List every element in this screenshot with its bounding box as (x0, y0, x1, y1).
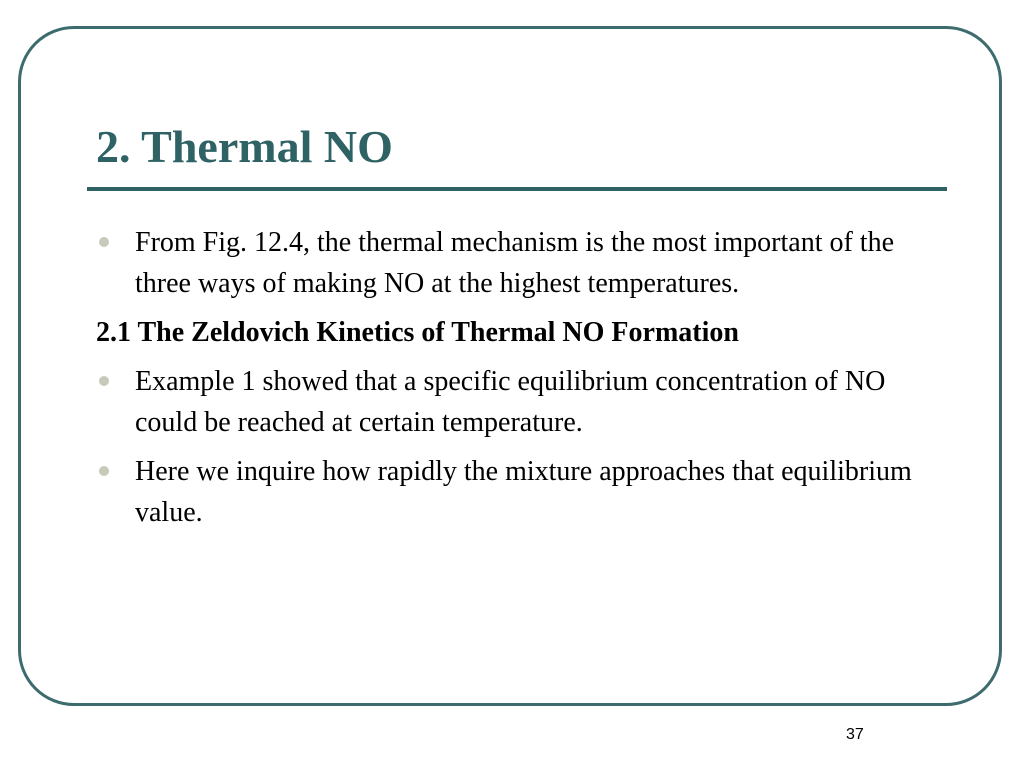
slide-title: 2. Thermal NO (96, 121, 393, 172)
page-number: 37 (846, 726, 864, 743)
bullet-text: From Fig. 12.4, the thermal mechanism is the most important of the three ways of making NO at the highest temperatures. (135, 227, 895, 299)
bullet-item (96, 222, 926, 304)
bullet-item (96, 361, 926, 443)
slide-content (96, 222, 926, 541)
section-subheading: 2.1 The Zeldovich Kinetics of Thermal NO Formation (96, 317, 739, 348)
bullet-dot-icon (99, 376, 109, 386)
bullet-dot-icon (99, 466, 109, 476)
title-underline (87, 187, 947, 191)
bullet-text: Example 1 showed that a specific equilibrium concentration of NO could be reached at certain temperature. (135, 366, 886, 438)
bullet-item (96, 451, 926, 533)
bullet-text: Here we inquire how rapidly the mixture approaches that equilibrium value. (135, 456, 912, 528)
bullet-dot-icon (99, 237, 109, 247)
